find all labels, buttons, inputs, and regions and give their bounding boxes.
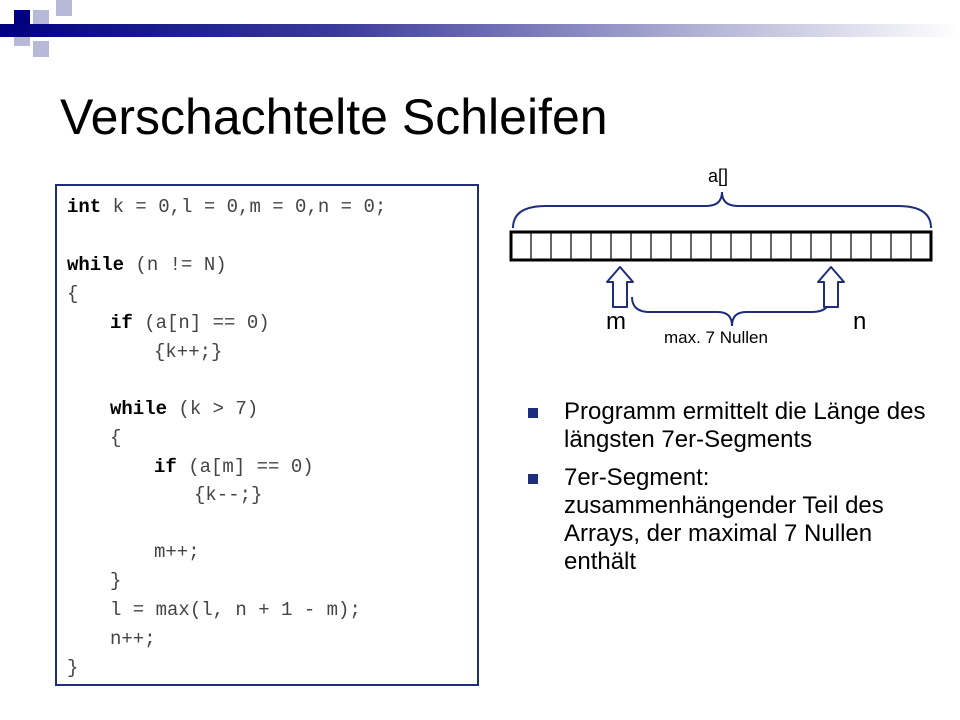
code-text: n++; [110, 628, 156, 650]
code-keyword: while [110, 398, 168, 420]
bullet-item [524, 398, 934, 454]
bullet-text: 7er-Segment: zusammenhängender Teil des Arrays, der maximal 7 Nullen enthält [564, 464, 884, 575]
range-brace [632, 297, 830, 326]
code-keyword: if [110, 312, 133, 334]
code-keyword: while [67, 254, 125, 276]
bullet-item [524, 464, 934, 576]
square-bullet-icon [528, 408, 538, 418]
square-bullet-icon [528, 474, 538, 484]
n-arrow-icon [818, 267, 844, 307]
code-text: } [110, 570, 122, 592]
slide-title: Verschachtelte Schleifen [60, 89, 608, 145]
code-text: (k > 7) [167, 398, 259, 420]
bullet-text: Programm ermittelt die Länge des längsten 7er-Segments [564, 398, 926, 453]
code-keyword: int [67, 196, 102, 218]
array-label: a[] [708, 166, 729, 186]
code-text: {k--;} [194, 484, 263, 506]
m-pointer-label: m [606, 308, 626, 335]
code-text: k = 0,l = 0,m = 0,n = 0; [101, 196, 387, 218]
array-box [511, 232, 931, 260]
range-label: max. 7 Nullen [664, 328, 768, 347]
code-text: (n != N) [124, 254, 227, 276]
array-brace [513, 192, 931, 228]
code-keyword: if [154, 456, 177, 478]
m-arrow-icon [607, 267, 633, 307]
code-text: (a[m] == 0) [176, 456, 314, 478]
bullet-list [524, 398, 934, 586]
code-text: l = max(l, n + 1 - m); [110, 599, 361, 621]
code-text: } [67, 657, 79, 679]
code-text: {k++;} [154, 341, 223, 363]
code-text: { [110, 427, 122, 449]
code-text: (a[n] == 0) [132, 312, 270, 334]
code-text: { [67, 283, 79, 305]
n-pointer-label: n [853, 308, 867, 335]
code-text: m++; [154, 541, 200, 563]
